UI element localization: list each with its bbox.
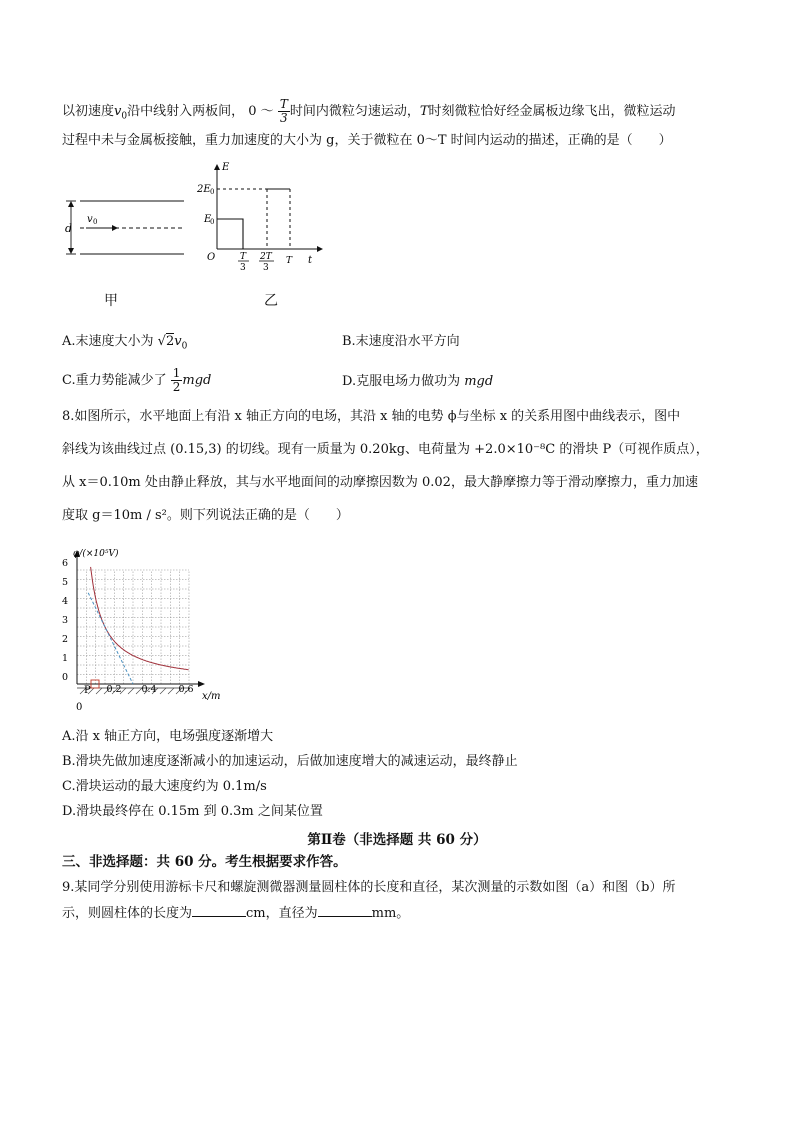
q8-line1: 8.如图所示，水平地面上有沿 x 轴正方向的电场，其沿 x 轴的电势 ϕ与坐标 x 的关系用图中曲线表示，图中	[62, 409, 681, 424]
label-2E0-sub: 0	[210, 188, 215, 196]
tick-T3-den: 3	[240, 263, 246, 273]
q7-option-b: B.末速度沿水平方向	[342, 334, 460, 349]
label-d: d	[65, 222, 73, 235]
tick-T: T	[286, 256, 293, 266]
origin-label: 0	[76, 702, 83, 713]
q8-line2: 斜线为该曲线过点 (0.15,3) 的切线。现有一质量为 0.20kg、电荷量为 +2.0×10⁻⁸C 的滑块 P（可视作质点），	[62, 442, 709, 457]
q8-potential-graph	[56, 544, 236, 722]
q7-option-a: A.末速度大小为 $√2v_0$	[62, 334, 188, 352]
label-t: t	[308, 255, 313, 266]
q8-option-b: B.滑块先做加速度逐渐减小的加速运动，后做加速度增大的减速运动，最终静止	[62, 754, 518, 769]
figure-jia	[60, 188, 200, 264]
y-tick-0: 0	[61, 672, 68, 683]
q7-option-d: D.克服电场力做功为 mgd	[342, 374, 494, 389]
y-tick-4: 4	[61, 596, 68, 607]
y-tick-5: 5	[61, 577, 68, 588]
q8-option-c: C.滑块运动的最大速度约为 0.1m/s	[62, 779, 267, 794]
q8-option-d: D.滑块最终停在 0.15m 到 0.3m 之间某位置	[62, 804, 323, 819]
tick-T3-num: T	[240, 252, 247, 262]
x-tick-0.2: 0.2	[106, 684, 122, 695]
y-axis-label: φ/(×10⁵V)	[73, 549, 119, 559]
label-E: E	[222, 162, 230, 173]
section-heading: 三、非选择题：共 60 分。考生根据要求作答。	[62, 854, 347, 870]
q9-line1: 9.某同学分别使用游标卡尺和螺旋测微器测量圆柱体的长度和直径，某次测量的示数如图（a）和图（b）所	[62, 880, 676, 895]
x-tick-0.4: 0.4	[141, 684, 157, 695]
label-v0: v	[87, 214, 93, 225]
tick-2T3-num: 2T	[260, 252, 272, 262]
q8-option-a: A.沿 x 轴正方向，电场强度逐渐增大	[62, 729, 274, 744]
potential-curve	[91, 567, 189, 670]
section-title: 第Ⅱ卷（非选择题 共 60 分）	[307, 832, 487, 848]
label-E0: E	[204, 214, 212, 225]
label-v0-sub: 0	[93, 218, 98, 226]
answer-blank-length[interactable]	[192, 904, 246, 917]
caption-yi: 乙	[264, 293, 278, 309]
q7-line2: 过程中未与金属板接触，重力加速度的大小为 g，关于微粒在 0～T 时间内运动的描述，正确的是（ ）	[62, 133, 672, 148]
label-O: O	[207, 252, 216, 263]
answer-blank-diameter[interactable]	[318, 904, 372, 917]
y-tick-1: 1	[61, 653, 68, 664]
y-tick-3: 3	[61, 615, 68, 626]
label-E0-sub: 0	[210, 218, 215, 226]
label-2E0: 2E	[197, 184, 211, 195]
tangent-line	[88, 593, 133, 684]
q9-line2: 示，则圆柱体的长度为 cm，直径为 mm。	[62, 906, 410, 921]
q7-option-c: C.重力势能减少了 $\frac{1}{2}$ mgd	[62, 366, 212, 394]
figure-yi	[196, 160, 326, 275]
q8-line3: 从 x＝0.10m 处由静止释放，其与水平地面间的动摩擦因数为 0.02，最大静摩擦力等于滑动摩擦力，重力加速	[62, 475, 698, 490]
y-tick-6: 6	[61, 558, 68, 569]
q7-line1: 以初速度$v_0$沿中线射入两板间， 0 ～ $\frac{T}{3}$ 时间内微粒匀速运动，T时刻微粒恰好经金属板边缘飞出，微粒运动	[62, 97, 676, 125]
x-tick-0.6: 0.6	[178, 684, 194, 695]
sqrt-symbol: √	[157, 334, 166, 349]
x-axis-label: x/m	[202, 691, 221, 702]
fraction-T-over-3: $\frac{T}{3}$	[279, 97, 288, 125]
tick-2T3-den: 3	[263, 263, 269, 273]
q8-line4: 度取 g＝10m / s²。则下列说法正确的是（ ）	[62, 508, 349, 523]
caption-jia: 甲	[104, 293, 118, 309]
block-label: P	[84, 685, 91, 696]
y-tick-2: 2	[61, 634, 68, 645]
